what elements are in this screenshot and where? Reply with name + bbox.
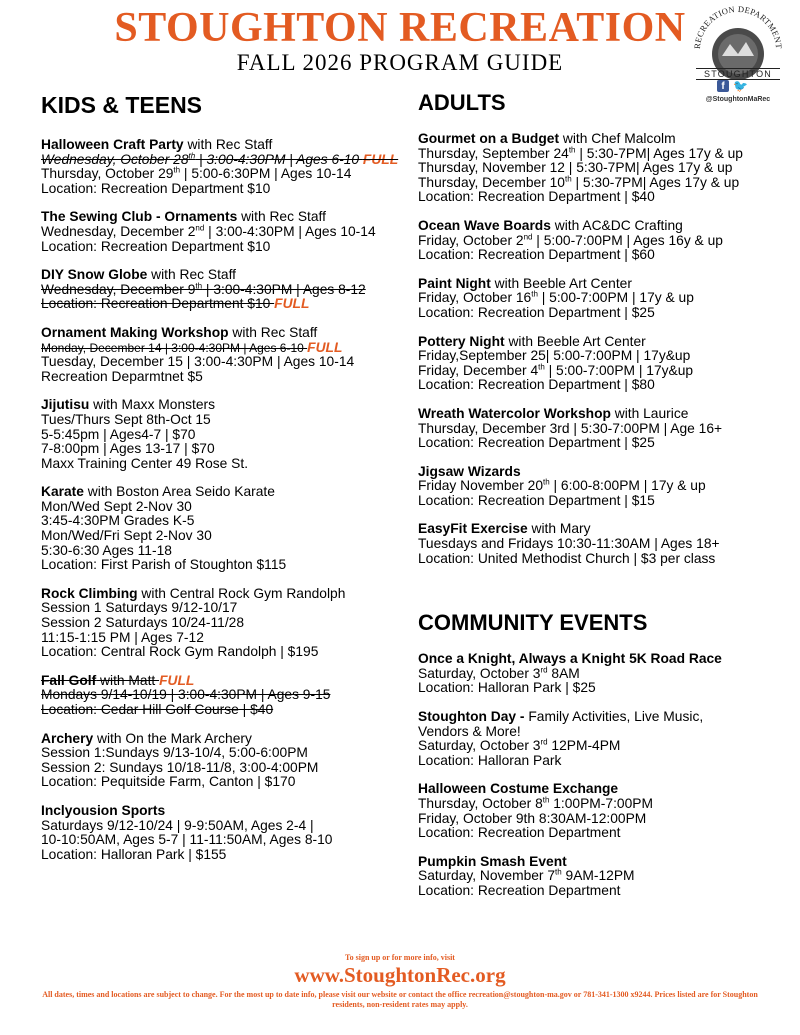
program-easyfit: EasyFit Exercise with Mary Tuesdays and Fridays 10:30-11:30AM | Ages 18+ Location: United Methodist Church | $3 per class	[418, 521, 720, 566]
kids-teens-heading: KIDS & TEENS	[41, 92, 203, 118]
event-5k-race: Once a Knight, Always a Knight 5K Road Race Saturday, October 3rd 8AM Location: Halloran Park | $25	[418, 651, 722, 696]
website-link[interactable]: www.StoughtonRec.org	[294, 963, 506, 987]
program-sewing-club: The Sewing Club - Ornaments with Rec Staff Wednesday, December 2nd | 3:00-4:30PM | Ages 10-14 Location: Recreation Department $10	[41, 209, 376, 254]
page-subtitle: FALL 2026 PROGRAM GUIDE	[236, 50, 564, 75]
adults-heading: ADULTS	[418, 90, 506, 115]
program-gourmet: Gourmet on a Budget with Chef Malcolm Thursday, September 24th | 5:30-7PM| Ages 17y & up Thursday, November 12 | 5:30-7PM| Ages 17y & up Thursday, December 10th | 5:30-7PM| Ages 17y & up Location: Recreation Department | $40	[418, 131, 743, 205]
program-rock-climbing: Rock Climbing with Central Rock Gym Randolph Session 1 Saturdays 9/12-10/17 Session 2 Saturdays 10/24-11/28 11:15-1:15 PM | Ages 7-12 Location: Central Rock Gym Randolph | $195	[41, 585, 346, 660]
program-fall-golf: Fall Golf with Matt FULL Mondays 9/14-10/19 | 3:00-4:30PM | Ages 9-15 Location: Cedar Hill Golf Course | $40	[41, 672, 331, 717]
program-halloween-craft: Halloween Craft Party with Rec Staff Wednesday, October 28th | 3:00-4:30PM | Ages 6-10 FULL Thursday, October 29th | 5:00-6:30PM | Ages 10-14 Location: Recreation Department $10	[41, 137, 399, 196]
program-wreath-watercolor: Wreath Watercolor Workshop with Laurice Thursday, December 3rd | 5:30-7:00PM | Age 16+ Location: Recreation Department | $25	[418, 405, 723, 451]
event-costume-exchange: Halloween Costume Exchange Thursday, October 8th 1:00PM-7:00PM Friday, October 9th 8:30AM-12:00PM Location: Recreation Department	[418, 781, 653, 841]
logo-arc-text: RECREATION DEPARTMENT	[691, 4, 785, 50]
full-badge: FULL	[307, 339, 343, 355]
program-jijutisu: Jijutisu with Maxx Monsters Tues/Thurs Sept 8th-Oct 15 5-5:45pm | Ages4-7 | $70 7-8:00pm | Ages 13-17 | $70 Maxx Training Center 49 Rose St.	[41, 397, 249, 471]
twitter-icon[interactable]: 🐦	[733, 79, 748, 93]
page-title: STOUGHTON RECREATION	[114, 5, 686, 51]
full-badge: FULL	[362, 151, 399, 167]
program-jigsaw-wizards: Jigsaw Wizards Friday November 20th | 6:00-8:00PM | 17y & up Location: Recreation Department | $15	[418, 463, 706, 508]
facebook-icon[interactable]: f	[717, 80, 729, 92]
community-events-heading: COMMUNITY EVENTS	[418, 610, 648, 636]
logo-town-text: STOUGHTON	[704, 69, 772, 79]
program-paint-night: Paint Night with Beeble Art Center Friday, October 16th | 5:00-7:00PM | 17y & up Location: Recreation Department | $25	[418, 275, 694, 320]
program-ocean-wave: Ocean Wave Boards with AC&DC Crafting Friday, October 2nd | 5:00-7:00PM | Ages 16y & up Location: Recreation Department | $60	[418, 217, 723, 263]
social-handle: @StoughtonMaRec	[705, 96, 771, 103]
kids-teens-column	[41, 92, 411, 862]
signup-text: To sign up or for more info, visit	[345, 953, 455, 962]
program-pottery-night: Pottery Night with Beeble Art Center Friday,September 25| 5:00-7:00PM | 17y&up Friday, December 4th | 5:00-7:00PM | 17y&up Location: Recreation Department | $80	[418, 333, 694, 393]
program-ornament-workshop: Ornament Making Workshop with Rec Staff Monday, December 14 | 3:00-4:30PM | Ages 6-10 FULL Tuesday, December 15 | 3:00-4:30PM | Ages 10-14 Recreation Deparmtnet $5	[41, 324, 355, 384]
full-badge: FULL	[274, 296, 310, 312]
event-stoughton-day: Stoughton Day - Family Activities, Live Music, Vendors & More! Saturday, October 3rd 12PM-4PM Location: Halloran Park	[418, 709, 704, 768]
program-karate: Karate with Boston Area Seido Karate Mon/Wed Sept 2-Nov 30 3:45-4:30PM Grades K-5 Mon/Wed/Fri Sept 2-Nov 30 5:30-6:30 Ages 11-18 Location: First Parish of Stoughton $115	[41, 484, 287, 573]
program-archery: Archery with On the Mark Archery Session 1:Sundays 9/13-10/4, 5:00-6:00PM Session 2: Sundays 10/18-11/8, 3:00-4:00PM Location: Pequitside Farm, Canton | $170	[41, 730, 319, 790]
event-pumpkin-smash: Pumpkin Smash Event Saturday, November 7th 9AM-12PM Location: Recreation Department	[418, 853, 635, 898]
program-snow-globe: DIY Snow Globe with Rec Staff Wednesday, December 9th | 3:00-4:30PM | Ages 8-12 Location: Recreation Department $10 FULL	[41, 267, 366, 312]
adults-column	[418, 90, 788, 899]
program-inclusion-sports: Inclyousion Sports Saturdays 9/12-10/24 | 9-9:50AM, Ages 2-4 | 10-10:50AM, Ages 5-7 | 11-11:50AM, Ages 8-10 Location: Halloran Park | $155	[41, 802, 333, 862]
disclaimer-text: All dates, times and locations are subject to change. For the most up to date info, please visit our website or contact the office recreation@stoughton-ma.gov or 781-341-1300 x9244. Prices listed are for Stoughton residents, non-resident rates may apply.	[42, 990, 758, 1009]
full-badge: FULL	[159, 672, 195, 688]
